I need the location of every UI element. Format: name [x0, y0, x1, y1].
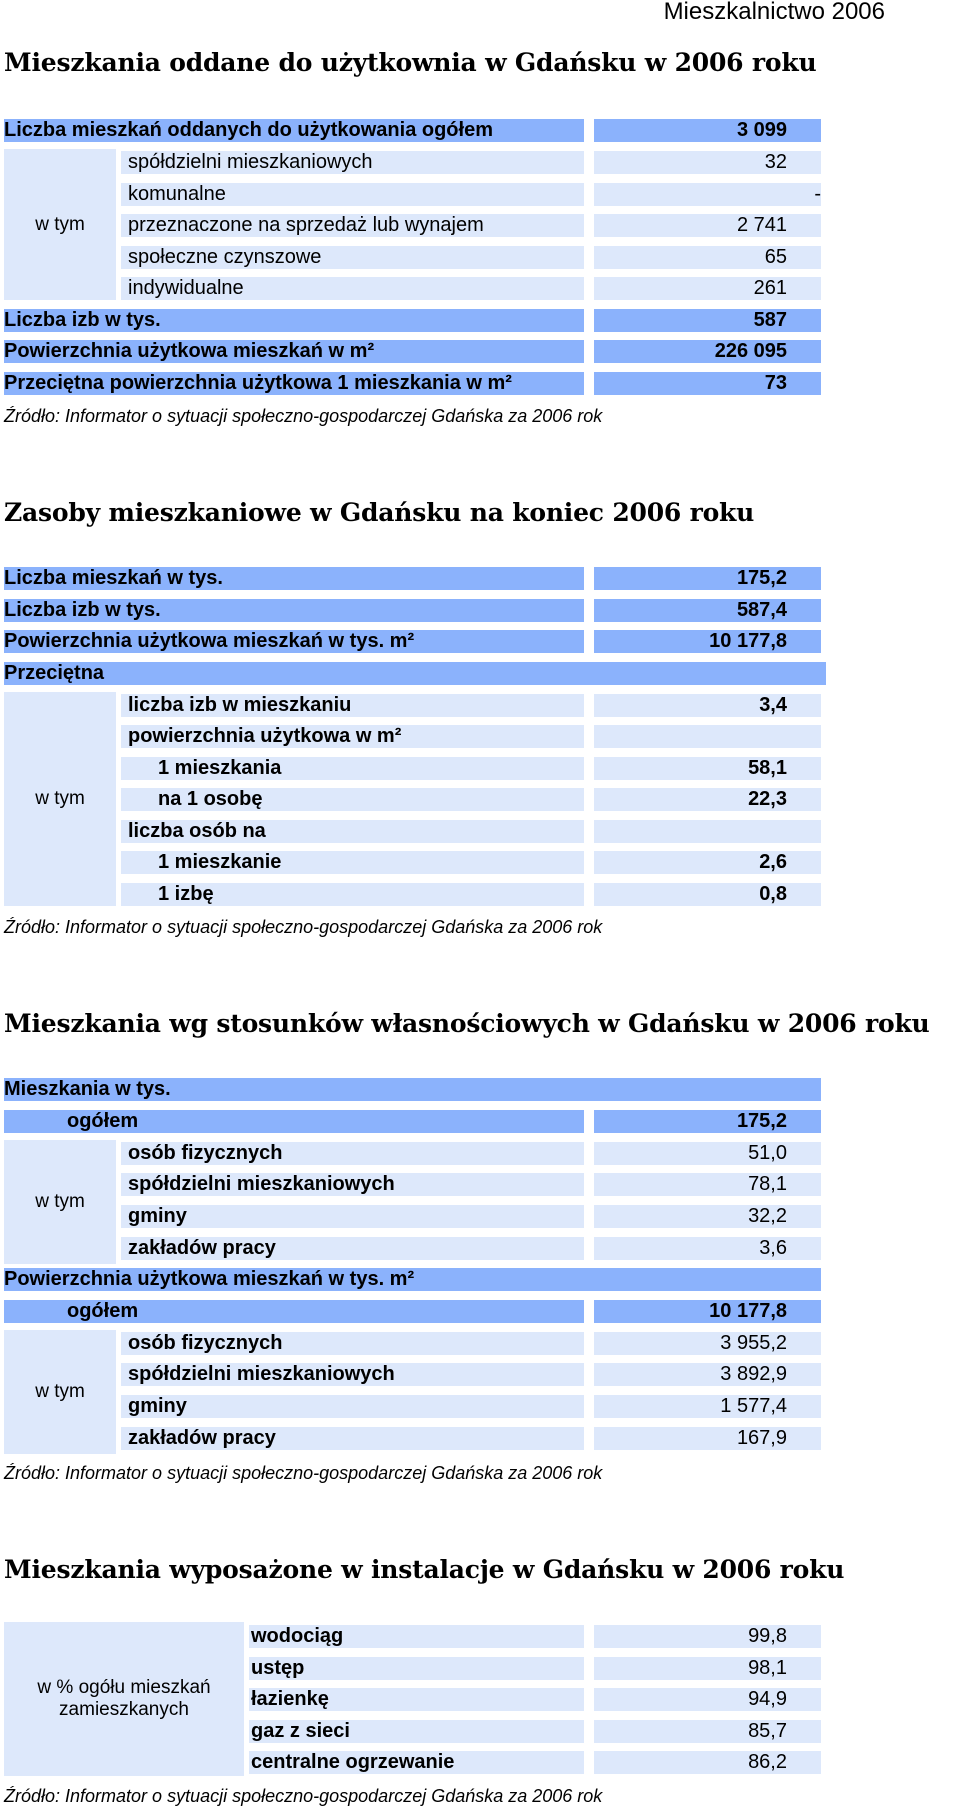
sub-label: spółdzielni mieszkaniowych [121, 1363, 584, 1386]
installation-label: gaz z sieci [249, 1720, 584, 1743]
sub-value [594, 820, 821, 843]
row-label-total: ogółem [4, 1110, 584, 1133]
side-label-share: w % ogółu mieszkań zamieszkanych [4, 1622, 244, 1776]
installation-label: centralne ogrzewanie [249, 1751, 584, 1774]
installation-value: 98,1 [594, 1657, 821, 1680]
sub-label: liczba izb w mieszkaniu [121, 694, 584, 717]
sub-value: 2,6 [594, 851, 821, 874]
row-label-avg-area: Przeciętna powierzchnia użytkowa 1 mieszkania w m² [4, 372, 584, 395]
row-value-dwellings: 175,2 [594, 567, 821, 590]
sub-value: 167,9 [594, 1427, 821, 1450]
row-label-rooms: Liczba izb w tys. [4, 599, 584, 622]
sub-label: 1 mieszkania [121, 757, 584, 780]
sub-label: społeczne czynszowe [121, 246, 584, 269]
row-label-total-completed: Liczba mieszkań oddanych do użytkowania ogółem [4, 119, 584, 142]
sub-label: gminy [121, 1205, 584, 1228]
source-note: Źródło: Informator o sytuacji społeczno-gospodarczej Gdańska za 2006 rok [4, 406, 603, 426]
sub-label: osób fizycznych [121, 1142, 584, 1165]
source-note: Źródło: Informator o sytuacji społeczno-gospodarczej Gdańska za 2006 rok [4, 1786, 603, 1806]
row-value-rooms: 587 [594, 309, 821, 332]
sub-value: 65 [594, 246, 821, 269]
sub-value [594, 725, 821, 748]
row-label-average: Przeciętna [4, 662, 826, 685]
sub-value: - [594, 183, 821, 206]
group-heading: Mieszkania w tys. [4, 1078, 821, 1101]
sub-value: 1 577,4 [594, 1395, 821, 1418]
sub-label: indywidualne [121, 277, 584, 300]
row-value-total-completed: 3 099 [594, 119, 821, 142]
sub-label: 1 mieszkanie [121, 851, 584, 874]
sub-value: 3 955,2 [594, 1332, 821, 1355]
sub-label: spółdzielni mieszkaniowych [121, 151, 584, 174]
installation-value: 85,7 [594, 1720, 821, 1743]
sub-label: osób fizycznych [121, 1332, 584, 1355]
sub-label: na 1 osobę [121, 788, 584, 811]
sub-value: 3,6 [594, 1237, 821, 1260]
row-value-avg-area: 73 [594, 372, 821, 395]
sub-label: 1 izbę [121, 883, 584, 906]
sub-value: 78,1 [594, 1173, 821, 1196]
row-value-total: 10 177,8 [594, 1300, 821, 1323]
section-title-completions: Mieszkania oddane do użytkownia w Gdańsku w 2006 roku [4, 48, 817, 77]
row-value-total: 175,2 [594, 1110, 821, 1133]
sub-value: 0,8 [594, 883, 821, 906]
group-heading: Powierzchnia użytkowa mieszkań w tys. m² [4, 1268, 821, 1291]
installation-value: 99,8 [594, 1625, 821, 1648]
sub-value: 3,4 [594, 694, 821, 717]
section-title-housing-stock: Zasoby mieszkaniowe w Gdańsku na koniec 2006 roku [4, 498, 755, 527]
sub-value: 58,1 [594, 757, 821, 780]
installation-value: 94,9 [594, 1688, 821, 1711]
section-title-ownership: Mieszkania wg stosunków własnościowych w Gdańsku w 2006 roku [4, 1009, 930, 1038]
sub-value: 32 [594, 151, 821, 174]
row-label-total: ogółem [4, 1300, 584, 1323]
sub-label: zakładów pracy [121, 1237, 584, 1260]
row-value-rooms: 587,4 [594, 599, 821, 622]
source-note: Źródło: Informator o sytuacji społeczno-gospodarczej Gdańska za 2006 rok [4, 917, 603, 937]
sub-value: 3 892,9 [594, 1363, 821, 1386]
sub-label: powierzchnia użytkowa w m² [121, 725, 584, 748]
sub-value: 22,3 [594, 788, 821, 811]
side-label-wtym: w tym [4, 1140, 116, 1264]
row-value-area: 10 177,8 [594, 630, 821, 653]
side-label-wtym: w tym [4, 692, 116, 906]
sub-value: 51,0 [594, 1142, 821, 1165]
side-label-wtym: w tym [4, 1330, 116, 1454]
section-title-installations: Mieszkania wyposażone w instalacje w Gdańsku w 2006 roku [4, 1555, 845, 1584]
sub-value: 32,2 [594, 1205, 821, 1228]
sub-label: przeznaczone na sprzedaż lub wynajem [121, 214, 584, 237]
installation-value: 86,2 [594, 1751, 821, 1774]
installation-label: ustęp [249, 1657, 584, 1680]
sub-label: zakładów pracy [121, 1427, 584, 1450]
row-value-area: 226 095 [594, 340, 821, 363]
side-label-wtym: w tym [4, 149, 116, 300]
sub-label: gminy [121, 1395, 584, 1418]
sub-label: spółdzielni mieszkaniowych [121, 1173, 584, 1196]
row-label-rooms: Liczba izb w tys. [4, 309, 584, 332]
row-label-area: Powierzchnia użytkowa mieszkań w m² [4, 340, 584, 363]
sub-value: 261 [594, 277, 821, 300]
row-label-dwellings: Liczba mieszkań w tys. [4, 567, 584, 590]
sub-label: liczba osób na [121, 820, 584, 843]
installation-label: wodociąg [249, 1625, 584, 1648]
installation-label: łazienkę [249, 1688, 584, 1711]
page-header: Mieszkalnictwo 2006 [663, 0, 885, 25]
source-note: Źródło: Informator o sytuacji społeczno-gospodarczej Gdańska za 2006 rok [4, 1463, 603, 1483]
row-label-area: Powierzchnia użytkowa mieszkań w tys. m² [4, 630, 584, 653]
sub-label: komunalne [121, 183, 584, 206]
sub-value: 2 741 [594, 214, 821, 237]
